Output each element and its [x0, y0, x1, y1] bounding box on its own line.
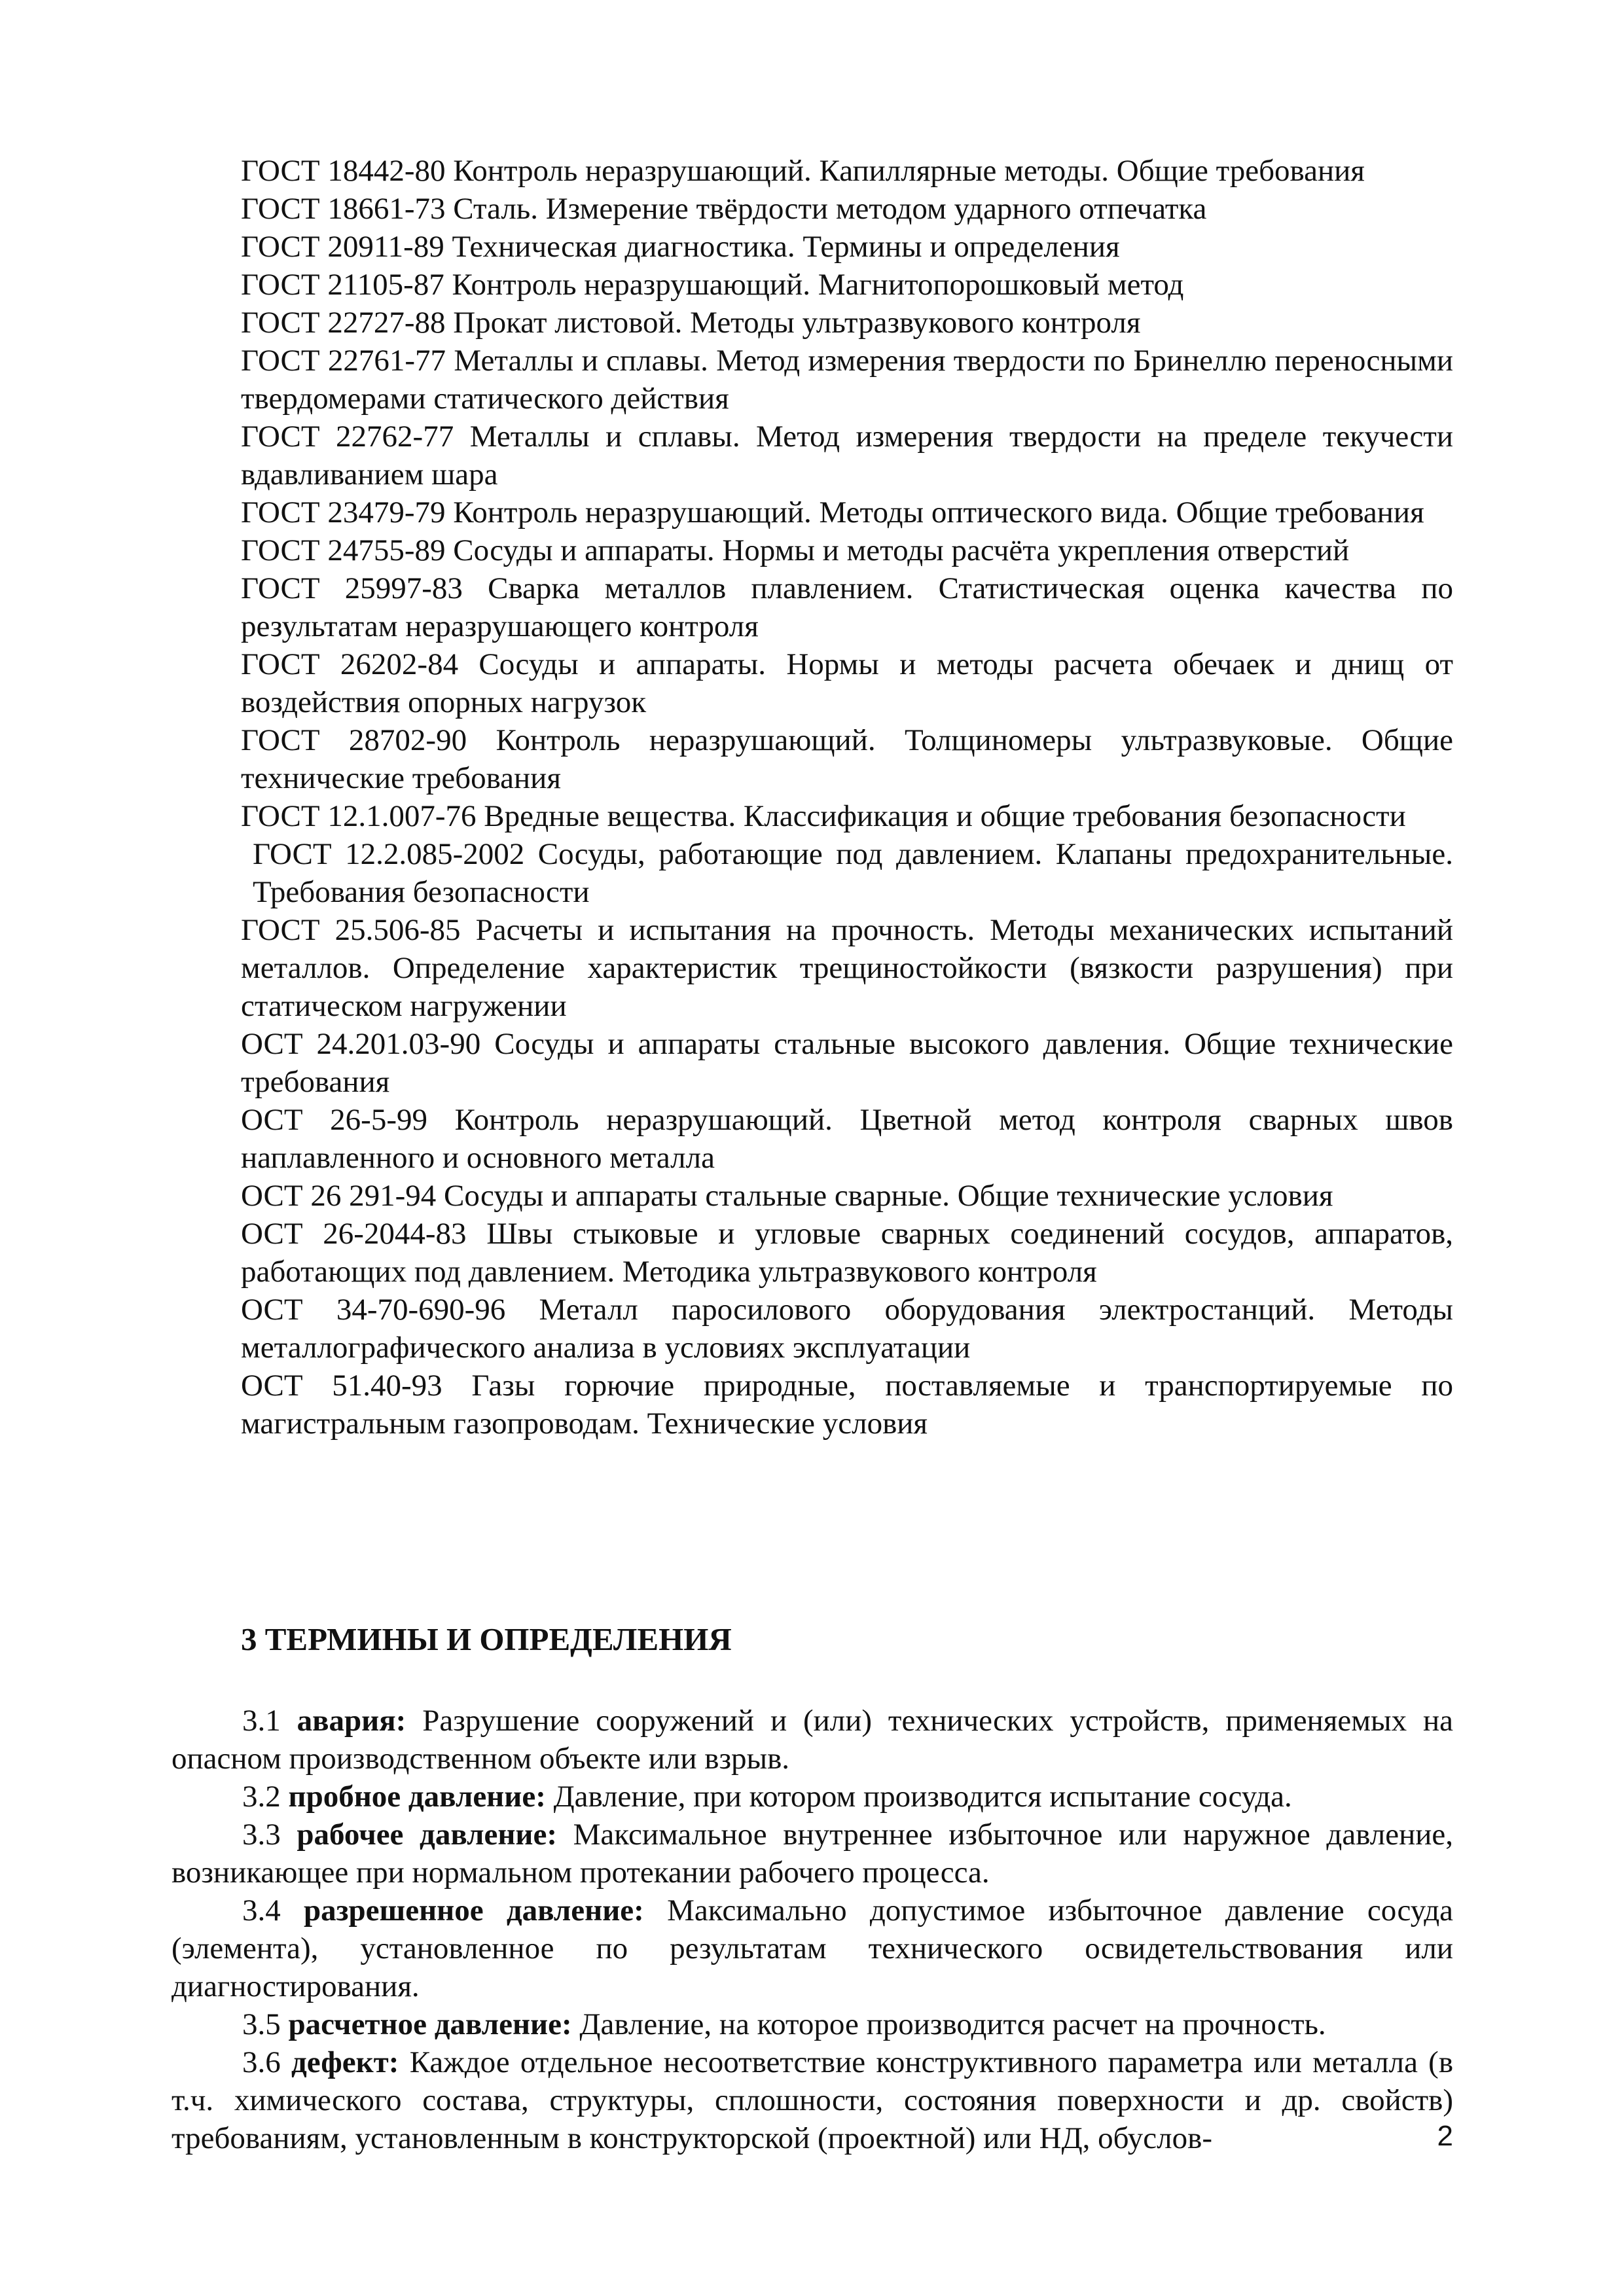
term-number: 3.3	[242, 1818, 281, 1852]
term-definition: Разрушение сооружений и (или) технических устройств, применяемых на опасном производственном объекте или взрыв.	[171, 1704, 1454, 1776]
reference-code: ГОСТ 12.1.007-76	[241, 799, 477, 833]
reference-code: ГОСТ 21105-87	[241, 268, 444, 302]
reference-code: ГОСТ 22727-88	[241, 306, 446, 340]
term-definition: Давление, при котором производится испытание сосуда.	[553, 1780, 1292, 1814]
reference-item	[241, 266, 1453, 304]
reference-code: ГОСТ 20911-89	[241, 230, 444, 264]
reference-item	[241, 1291, 1453, 1367]
term-definition: Каждое отдельное несоответствие конструктивного параметра или металла (в т.ч. химического состава, структуры, сплошности, состояния поверхности и др. свойств) требованиям, установленным в конструкторской (проектной) или НД, обуслов-	[171, 2045, 1454, 2155]
reference-item	[241, 418, 1453, 493]
reference-code: ГОСТ 22761-77	[241, 344, 446, 378]
page-number: 2	[1437, 2120, 1453, 2152]
reference-title: Сосуды и аппараты стальные высокого давления. Общие технические требования	[241, 1027, 1454, 1099]
term-item	[171, 1778, 1453, 1816]
reference-item	[241, 304, 1453, 342]
reference-title: Швы стыковые и угловые сварных соединений сосудов, аппаратов, работающих под давлением. Методика ультразвукового контроля	[241, 1217, 1454, 1289]
reference-title: Прокат листовой. Методы ультразвукового контроля	[453, 306, 1141, 340]
reference-item	[241, 1367, 1453, 1443]
reference-code: ОСТ 24.201.03-90	[241, 1027, 481, 1061]
reference-title: Контроль неразрушающий. Методы оптического вида. Общие требования	[453, 495, 1424, 529]
term-item	[171, 1702, 1453, 1778]
term-name: рабочее давление:	[297, 1818, 557, 1852]
reference-item	[241, 531, 1453, 569]
reference-code: ГОСТ 24755-89	[241, 533, 446, 567]
reference-item	[241, 1177, 1453, 1215]
term-number: 3.5	[242, 2007, 281, 2041]
term-number: 3.4	[242, 1893, 281, 1928]
reference-code: ОСТ 34-70-690-96	[241, 1293, 506, 1327]
reference-item	[241, 797, 1453, 835]
reference-title: Сварка металлов плавлением. Статистическая оценка качества по результатам неразрушающего контроля	[241, 571, 1453, 643]
reference-item	[241, 1215, 1453, 1291]
reference-title: Контроль неразрушающий. Капиллярные методы. Общие требования	[453, 154, 1365, 188]
reference-item	[241, 645, 1453, 721]
reference-title: Металл паросилового оборудования электростанций. Методы металлографического анализа в условиях эксплуатации	[241, 1293, 1453, 1365]
normative-references-list	[241, 152, 1453, 1443]
reference-code: ГОСТ 25997-83	[241, 571, 463, 605]
term-name: авария:	[297, 1704, 406, 1738]
term-item	[171, 2005, 1453, 2043]
reference-item	[241, 569, 1453, 645]
reference-code: ГОСТ 12.2.085-2002	[253, 837, 525, 871]
reference-item	[241, 721, 1453, 797]
reference-title: Сосуды и аппараты стальные сварные. Общие технические условия	[443, 1179, 1333, 1213]
reference-title: Контроль неразрушающий. Толщиномеры ультразвуковые. Общие технические требования	[241, 723, 1453, 795]
reference-title: Контроль неразрушающий. Цветной метод контроля сварных швов наплавленного и основного металла	[241, 1103, 1453, 1175]
term-number: 3.2	[242, 1780, 281, 1814]
reference-title: Контроль неразрушающий. Магнитопорошковый метод	[452, 268, 1184, 302]
reference-code: ОСТ 51.40-93	[241, 1369, 442, 1403]
reference-item	[241, 342, 1453, 418]
term-name: пробное давление:	[288, 1780, 546, 1814]
reference-code: ГОСТ 18442-80	[241, 154, 446, 188]
section-heading: 3 ТЕРМИНЫ И ОПРЕДЕЛЕНИЯ	[241, 1621, 732, 1657]
reference-title: Сосуды, работающие под давлением. Клапаны предохранительные. Требования безопасности	[253, 837, 1453, 909]
reference-title: Техническая диагностика. Термины и определения	[452, 230, 1120, 264]
terms-definitions-list	[171, 1702, 1453, 2157]
reference-code: ГОСТ 18661-73	[241, 192, 446, 226]
reference-item	[241, 493, 1453, 531]
reference-code: ГОСТ 28702-90	[241, 723, 467, 757]
term-item	[171, 1892, 1453, 2005]
reference-title: Газы горючие природные, поставляемые и транспортируемые по магистральным газопроводам. Технические условия	[241, 1369, 1453, 1441]
term-definition: Максимальное внутреннее избыточное или наружное давление, возникающее при нормальном протекании рабочего процесса.	[171, 1818, 1453, 1890]
reference-code: ОСТ 26-2044-83	[241, 1217, 467, 1251]
reference-code: ГОСТ 25.506-85	[241, 913, 461, 947]
reference-item	[241, 911, 1453, 1025]
reference-title: Металлы и сплавы. Метод измерения твердости на пределе текучести вдавливанием шара	[241, 420, 1454, 492]
reference-item	[241, 835, 1453, 911]
reference-item	[241, 190, 1453, 228]
reference-code: ГОСТ 22762-77	[241, 420, 454, 454]
term-item	[171, 1816, 1453, 1892]
term-name: дефект:	[291, 2045, 399, 2079]
term-name: разрешенное давление:	[304, 1893, 644, 1928]
reference-title: Вредные вещества. Классификация и общие требования безопасности	[484, 799, 1406, 833]
reference-item	[241, 228, 1453, 266]
reference-title: Сталь. Измерение твёрдости методом ударного отпечатка	[453, 192, 1207, 226]
term-number: 3.1	[242, 1704, 281, 1738]
reference-code: ОСТ 26-5-99	[241, 1103, 427, 1137]
term-item	[171, 2043, 1453, 2157]
term-number: 3.6	[242, 2045, 281, 2079]
reference-title: Металлы и сплавы. Метод измерения твердости по Бринеллю переносными твердомерами статического действия	[241, 344, 1454, 416]
reference-code: ОСТ 26 291-94	[241, 1179, 437, 1213]
reference-title: Сосуды и аппараты. Нормы и методы расчета обечаек и днищ от воздействия опорных нагрузок	[241, 647, 1453, 719]
reference-item	[241, 1025, 1453, 1101]
term-definition: Давление, на которое производится расчет на прочность.	[579, 2007, 1326, 2041]
reference-title: Расчеты и испытания на прочность. Методы механических испытаний металлов. Определение характеристик трещиностойкости (вязкости разрушения) при статическом нагружении	[241, 913, 1454, 1023]
reference-code: ГОСТ 23479-79	[241, 495, 446, 529]
term-definition: Максимально допустимое избыточное давление сосуда (элемента), установленное по результатам технического освидетельствования или диагностирования.	[171, 1893, 1454, 2003]
term-name: расчетное давление:	[288, 2007, 572, 2041]
reference-item	[241, 152, 1453, 190]
reference-item	[241, 1101, 1453, 1177]
reference-code: ГОСТ 26202-84	[241, 647, 459, 681]
reference-title: Сосуды и аппараты. Нормы и методы расчёта укрепления отверстий	[453, 533, 1350, 567]
